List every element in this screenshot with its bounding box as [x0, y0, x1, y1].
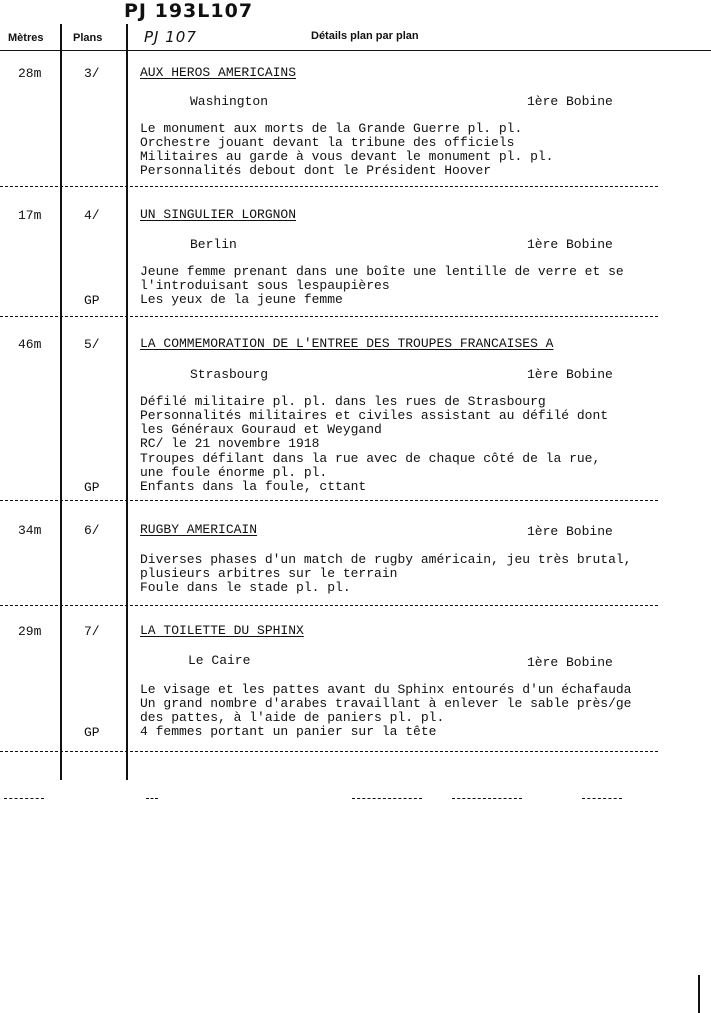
entry-metres: 46m — [18, 337, 42, 352]
entry-place: Berlin — [190, 237, 237, 252]
entry-metres: 17m — [18, 208, 42, 223]
entry-line: Défilé militaire pl. pl. dans les rues de Strasbourg — [140, 394, 546, 409]
entry-plan: 6/ — [84, 523, 100, 538]
entry-gp-marker: GP — [84, 725, 100, 740]
entry-reel: 1ère Bobine — [527, 524, 613, 539]
scan-artifact-line — [4, 798, 44, 799]
entry-line: Jeune femme prenant dans une boîte une lentille de verre et se — [140, 264, 624, 279]
entry-reel: 1ère Bobine — [527, 237, 613, 252]
entry-line: Personnalités debout dont le Président Hoover — [140, 163, 492, 178]
header-plans: Plans — [73, 32, 103, 44]
entry-line: Diverses phases d'un match de rugby américain, jeu très brutal, — [140, 552, 632, 567]
entry-gp-marker: GP — [84, 480, 100, 495]
entry-line: Enfants dans la foule, cttant — [140, 479, 367, 494]
column-rule-left — [60, 24, 62, 780]
entry-line: Personnalités militaires et civiles assistant au défilé dont — [140, 408, 609, 423]
handwritten-reference: PJ 193L107 — [124, 0, 254, 22]
entry-plan: 3/ — [84, 66, 100, 81]
scan-artifact-line — [582, 798, 622, 799]
entry-separator — [0, 186, 658, 187]
entry-line: Troupes défilant dans la rue avec de chaque côté de la rue, — [140, 451, 601, 466]
entry-title: RUGBY AMERICAIN — [140, 522, 258, 537]
entry-plan: 5/ — [84, 337, 100, 352]
entry-line: Les yeux de la jeune femme — [140, 292, 343, 307]
entry-separator — [0, 316, 658, 317]
entry-metres: 28m — [18, 66, 42, 81]
entry-line: une foule énorme pl. pl. — [140, 465, 328, 480]
entry-reel: 1ère Bobine — [527, 94, 613, 109]
entry-separator — [0, 751, 658, 752]
column-rule-right — [126, 24, 128, 780]
entry-line: Foule dans le stade pl. pl. — [140, 580, 351, 595]
entry-line: Militaires au garde à vous devant le monument pl. pl. — [140, 149, 554, 164]
entry-place: Strasbourg — [190, 367, 269, 382]
header-metres: Mètres — [8, 32, 44, 44]
scan-artifact-edge — [698, 975, 700, 1013]
header-details: Détails plan par plan — [311, 30, 419, 42]
handwritten-reference-header: PJ 107 — [144, 28, 197, 46]
entry-line: 4 femmes portant un panier sur la tête — [140, 724, 437, 739]
entry-separator — [0, 605, 658, 606]
entry-line: des pattes, à l'aide de paniers pl. pl. — [140, 710, 445, 725]
scan-artifact-line — [452, 798, 522, 799]
entry-place: Washington — [190, 94, 269, 109]
scan-artifact-line — [352, 798, 422, 799]
entry-separator — [0, 500, 658, 501]
entry-plan: 4/ — [84, 208, 100, 223]
entry-line: plusieurs arbitres sur le terrain — [140, 566, 398, 581]
entry-title: AUX HEROS AMERICAINS — [140, 65, 297, 80]
entry-title: UN SINGULIER LORGNON — [140, 207, 297, 222]
entry-plan: 7/ — [84, 624, 100, 639]
entry-metres: 29m — [18, 624, 42, 639]
entry-metres: 34m — [18, 523, 42, 538]
entry-reel: 1ère Bobine — [527, 367, 613, 382]
entry-place: Le Caire — [188, 653, 251, 668]
entry-title: LA COMMEMORATION DE L'ENTREE DES TROUPES FRANCAISES A — [140, 336, 554, 351]
entry-title: LA TOILETTE DU SPHINX — [140, 623, 304, 638]
entry-line: RC/ le 21 novembre 1918 — [140, 436, 320, 451]
scan-artifact-line — [146, 798, 158, 799]
entry-line: Un grand nombre d'arabes travaillant à enlever le sable près/ge — [140, 696, 632, 711]
entry-line: Le visage et les pattes avant du Sphinx entourés d'un échafauda — [140, 682, 632, 697]
entry-gp-marker: GP — [84, 293, 100, 308]
entry-reel: 1ère Bobine — [527, 655, 613, 670]
entry-line: Le monument aux morts de la Grande Guerre pl. pl. — [140, 121, 523, 136]
entry-line: Orchestre jouant devant la tribune des officiels — [140, 135, 515, 150]
header-rule — [0, 50, 711, 51]
entry-line: l'introduisant sous lespaupières — [140, 278, 390, 293]
entry-line: les Généraux Gouraud et Weygand — [140, 422, 382, 437]
